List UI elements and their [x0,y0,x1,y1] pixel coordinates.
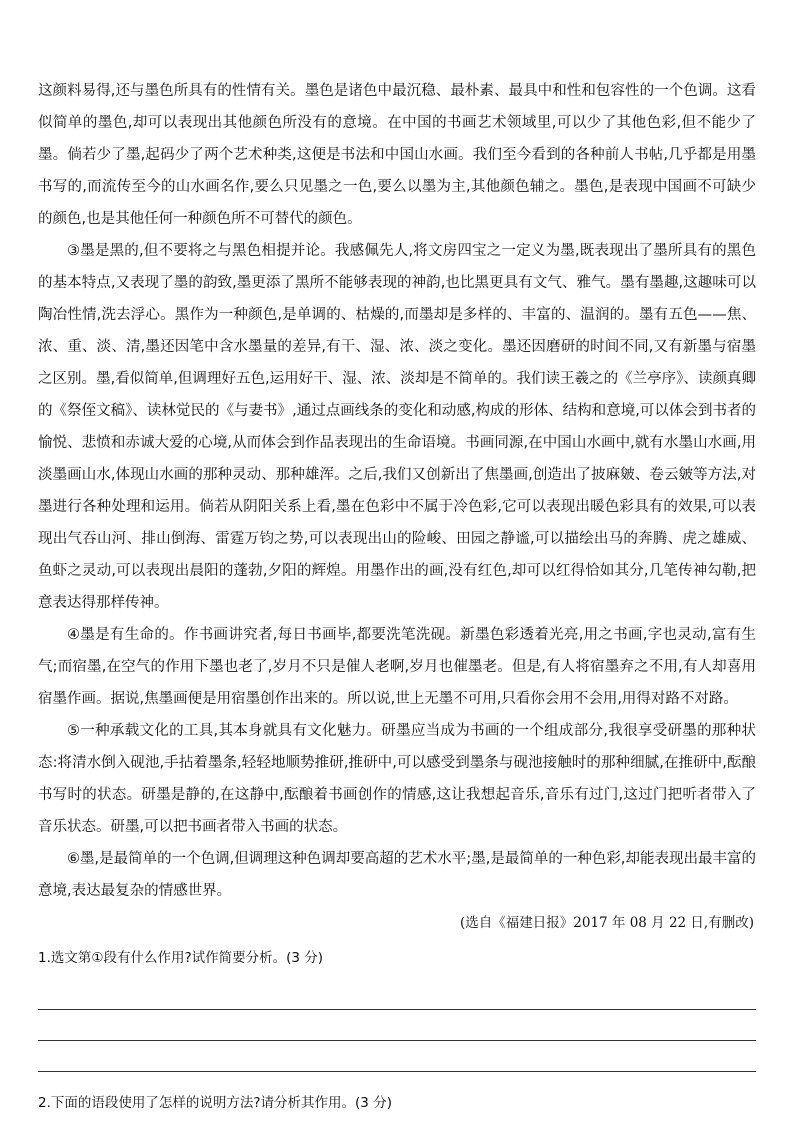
question-2 [38,1090,756,1116]
source-citation: (选自《福建日报》2017 年 08 月 22 日,有删改) [460,915,754,931]
paragraph-6: ⑥墨,是最简单的一个色调,但调理这种色调却要高超的艺术水平;墨,是最简单的一种色彩,却能表现出最丰富的意境,表达最复杂的情感世界。 [38,851,756,899]
question-1-text: 1.选文第①段有什么作用?试作简要分析。(3 分) [38,950,324,966]
answer-line[interactable] [38,979,756,1010]
document-page [38,75,756,1116]
answer-line[interactable] [38,1041,756,1072]
paragraph-4: ④墨是有生命的。作书画讲究者,每日书画毕,都要洗笔洗砚。新墨色彩透着光亮,用之书画,字也灵动,富有生气;而宿墨,在空气的作用下墨也老了,岁月不只是催人老啊,岁月也催墨老。但是,有人将宿墨弃之不用,有人却喜用宿墨作画。据说,焦墨画便是用宿墨创作出来的。所以说,世上无墨不可用,只看你会用不会用,用得对路不对路。 [38,627,756,707]
spacer [38,1072,756,1084]
paragraph-intro: 这颜料易得,还与墨色所具有的性情有关。墨色是诸色中最沉稳、最朴素、最具中和性和包容性的一个色调。这看似简单的墨色,却可以表现出其他颜色所没有的意境。在中国的书画艺术领域里,可以少了其他色彩,但不能少了墨。倘若少了墨,起码少了两个艺术种类,这便是书法和中国山水画。我们至今看到的各种前人书帖,几乎都是用墨书写的,而流传至今的山水画名作,要么只见墨之一色,要么以墨为主,其他颜色辅之。墨色,是表现中国画不可缺少的颜色,也是其他任何一种颜色所不可替代的颜色。 [38,83,756,227]
paragraph-5: ⑤一种承载文化的工具,其本身就具有文化魅力。研墨应当成为书画的一个组成部分,我很享受研墨的那种状态:将清水倒入砚池,手拈着墨条,轻轻地顺势推研,推研中,可以感受到墨条与砚池接触时的那种细腻,在推研中,酝酿书写时的状态。研墨是静的,在这静中,酝酿着书画创作的情感,这让我想起音乐,音乐有过门,这过门把听者带入了音乐状态。研墨,可以把书画者带入书画的状态。 [38,723,756,835]
paragraph-3: ③墨是黑的,但不要将之与黑色相提并论。我感佩先人,将文房四宝之一定义为墨,既表现出了墨所具有的黑色的基本特点,又表现了墨的韵致,墨更添了黑所不能够表现的神韵,也比黑更具有文气、雅气。墨有墨趣,这趣味可以陶冶性情,洗去浮心。黑作为一种颜色,是单调的、枯燥的,而墨却是多样的、丰富的、温润的。墨有五色——焦、浓、重、淡、清,墨还因笔中含水墨量的差异,有干、湿、浓、淡之变化。墨还因磨研的时间不同,又有新墨与宿墨之区别。墨,看似简单,但调理好五色,运用好干、湿、浓、淡却是不简单的。我们读王羲之的《兰亭序》、读颜真卿的《祭侄文稿》、读林觉民的《与妻书》,通过点画线条的变化和动感,构成的形体、结构和意境,可以体会到书者的愉悦、悲愤和赤诚大爱的心境,从而体会到作品表现出的生命语境。书画同源,在中国山水画中,就有水墨山水画,用淡墨画山水,体现山水画的那种灵动、那种雄浑。之后,我们又创新出了焦墨画,创造出了披麻皴、卷云皴等方法,对墨进行各种处理和运用。倘若从阴阳关系上看,墨在色彩中不属于冷色彩,它可以表现出暖色彩具有的效果,可以表现出气吞山河、排山倒海、雷霆万钧之势,可以表现出山的险峻、田园之静谧,可以描绘出马的奔腾、虎之雄威、鱼虾之灵动,可以表现出晨阳的蓬勃,夕阳的辉煌。用墨作出的画,没有红色,却可以红得恰如其分,几笔传神勾勒,把意表达得那样传神。 [38,243,756,611]
question-1-answer-area[interactable] [38,979,756,1072]
question-1 [38,945,756,1072]
question-2-text: 2.下面的语段使用了怎样的说明方法?请分析其作用。(3 分) [38,1095,392,1111]
answer-line[interactable] [38,1010,756,1041]
